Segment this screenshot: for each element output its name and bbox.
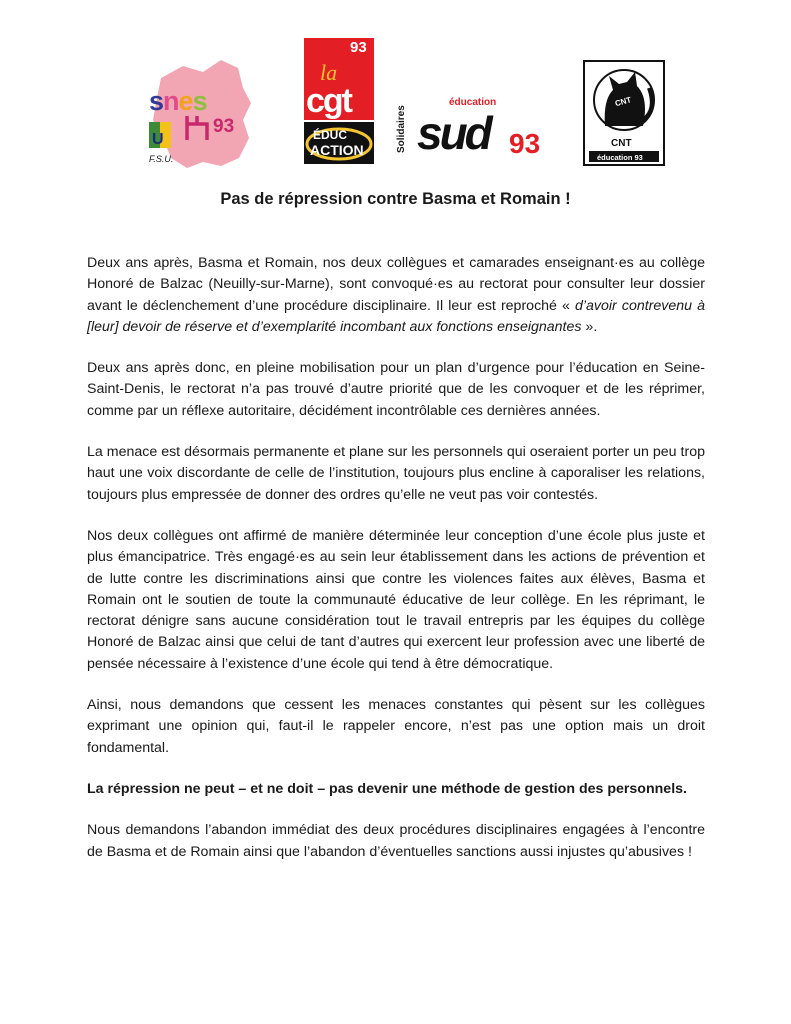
svg-text:snes xyxy=(149,86,207,116)
snes-fsu-93-logo xyxy=(143,58,255,173)
snes-fsu-label: F.S.U. xyxy=(149,154,174,164)
cgt-educaction-93-logo xyxy=(298,38,380,166)
snes-letter-s: s xyxy=(149,86,164,116)
sud-education-93-logo xyxy=(393,95,548,160)
sud-dept: 93 xyxy=(509,128,541,159)
cnt-label: CNT xyxy=(611,138,632,149)
paragraph-4: Nos deux collègues ont affirmé de manière déterminée leur conception d’une école plus juste et plus émancipatrice. Très engagé·es au sein leur établissement dans les actions de prévention et de lutte contre les discriminations ainsi que contre les violences faites aux élèves, Basma et Romain ont le soutien de toute la communauté éducative de leur collège. En les réprimant, le rectorat dénigre sans aucune considération tout le travail entrepris par les équipes du collège Honoré de Balzac ainsi que celui de tant d’autres qui exercent leur profession avec une liberté de pensée nécessaire à l’existence d’une école qui tend à être démocratique. xyxy=(87,527,705,672)
paragraph-5: Ainsi, nous demandons que cessent les menaces constantes qui pèsent sur les collègues exprimant une opinion qui, faut-il le rappeler encore, n’est pas une option mais un droit fondamental. xyxy=(87,697,705,756)
snes-letter-n: n xyxy=(163,86,179,116)
logo-banner xyxy=(0,0,791,175)
cgt-action: ACTION xyxy=(310,142,364,158)
sud-solidaires: Solidaires xyxy=(396,105,407,153)
cnt-education-93-logo xyxy=(583,60,665,166)
sud-education: éducation xyxy=(449,97,497,108)
paragraph-1: Deux ans après, Basma et Romain, nos deux collègues et camarades enseignant·es au collège Honoré de Balzac (Neuilly-sur-Marne), sont convoqué·es au rectorat pour consulter leur dossier avant le déclenchement d’une procédure disciplinaire. Il leur est reproché « d’avoir contrevenu à [leur] devoir de réserve et d’exemplarité incombant aux fonctions enseignantes ». xyxy=(87,255,706,335)
cnt-education: éducation 93 xyxy=(597,153,643,162)
snes-letter-s2: s xyxy=(192,86,207,116)
paragraph-7: Nous demandons l’abandon immédiat des deux procédures disciplinaires engagées à l’encontre de Basma et de Romain ainsi que l’abandon d’éventuelles sanctions aussi injustes qu’abusives ! xyxy=(87,822,705,860)
snes-letter-e: e xyxy=(178,86,193,116)
paragraph-6-bold: La répression ne peut – et ne doit – pas devenir une méthode de gestion des personnels. xyxy=(87,780,687,797)
cgt-wordmark: cgt xyxy=(306,82,351,120)
cnt-cat-label: CNT xyxy=(614,95,633,109)
paragraph-3: La menace est désormais permanente et plane sur les personnels qui oseraient porter un peu trop haut une voix discordante de celle de l’institution, toujours plus encline à caporaliser les relations, toujours plus empressée de donner des ordres qu’elle ne veut pas voir contestés. xyxy=(87,444,705,503)
snes-dept: 93 xyxy=(213,116,235,137)
page-title: Pas de répression contre Basma et Romain ! xyxy=(220,190,571,208)
paragraph-2: Deux ans après donc, en pleine mobilisation pour un plan d’urgence pour l’éducation en Seine-Saint-Denis, le rectorat n’a pas trouvé d’autre priorité que de les convoquer et de les réprimer, comme par un réflexe autoritaire, décidément incontrôlable ces dernières années. xyxy=(87,360,705,419)
cgt-educ: ÉDUC xyxy=(313,128,348,142)
document-body xyxy=(87,253,705,883)
sud-wordmark: sud xyxy=(417,107,490,159)
quoted-reproach: d’avoir contrevenu à [leur] devoir de réserve et d’exemplarité incombant aux fonctions enseignantes xyxy=(87,297,706,335)
cgt-la: la xyxy=(320,60,338,85)
snes-u-letter: U xyxy=(152,131,164,148)
cgt-dept: 93 xyxy=(350,39,367,56)
